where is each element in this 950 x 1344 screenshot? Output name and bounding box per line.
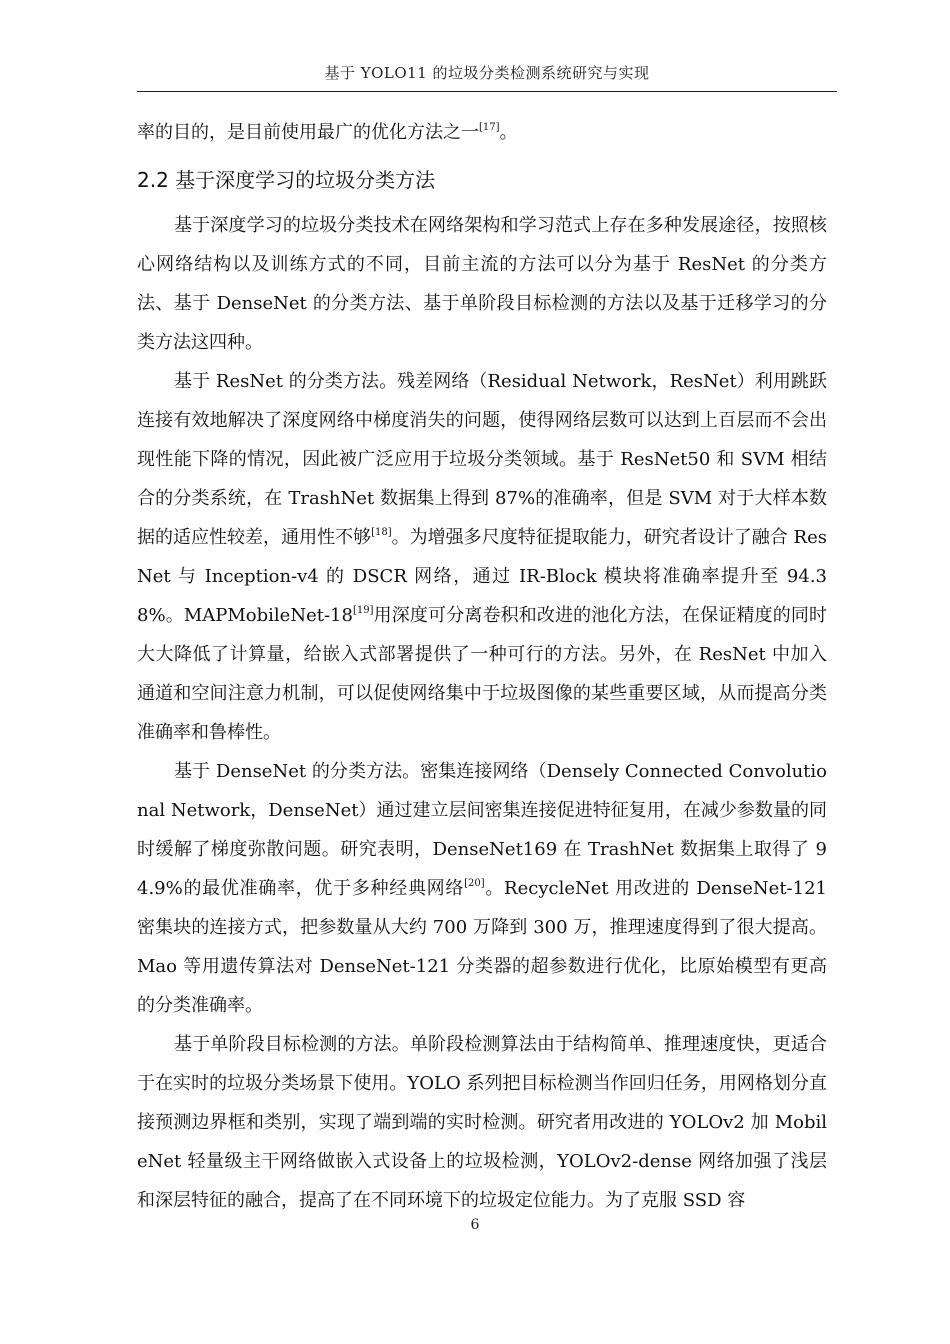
page-number: 6 [470,1217,480,1233]
citation-ref[interactable]: [18] [371,527,392,538]
citation-ref[interactable]: [19] [352,605,374,616]
paragraph-resnet: 基于 ResNet 的分类方法。残差网络（Residual Network，ResNet）利用跳跃连接有效地解决了深度网络中梯度消失的问题，使得网络层数可以达到上百层而不会出现性能下降的情况，因此被广泛应用于垃圾分类领域。基于 ResNet50 和 SVM 相结合的分类系统，在 TrashNet 数据集上得到 87%的准确率，但是 SVM 对于大样本数据的适应性较差，通用性不够[18]。为增强多尺度特征提取能力，研究者设计了融合 ResNet 与 Inception-v4 的 DSCR 网络，通过 IR-Block 模块将准确率提升至 94.38%。MAPMobileNet-18[19]用深度可分离卷积和改进的池化方法，在保证精度的同时大大降低了计算量，给嵌入式部署提供了一种可行的方法。另外，在 ResNet 中加入通道和空间注意力机制，可以促使网络集中于垃圾图像的某些重要区域，从而提高分类准确率和鲁棒性。 [137,371,827,743]
paragraph-continuation: 率的目的，是目前使用最广的优化方法之一[17]。 [137,122,518,143]
paragraph-single-stage: 基于单阶段目标检测的方法。单阶段检测算法由于结构简单、推理速度快，更适合于在实时的垃圾分类场景下使用。YOLO 系列把目标检测当作回归任务，用网格划分直接预测边界框和类别，实现了端到端的实时检测。研究者用改进的 YOLOv2 加 MobileNet 轻量级主干网络做嵌入式设备上的垃圾检测，YOLOv2-dense 网络加强了浅层和深层特征的融合，提高了在不同环境下的垃圾定位能力。为了克服 SSD 容 [137,1034,827,1211]
citation-ref[interactable]: [20] [464,878,485,889]
paragraph-densenet: 基于 DenseNet 的分类方法。密集连接网络（Densely Connected Convolutional Network，DenseNet）通过建立层间密集连接促进特征复用，在减少参数量的同时缓解了梯度弥散问题。研究表明，DenseNet169 在 TrashNet 数据集上取得了 94.9%的最优准确率，优于多种经典网络[20]。RecycleNet 用改进的 DenseNet-121 密集块的连接方式，把参数量从大约 700 万降到 300 万，推理速度得到了很大提高。Mao 等用遗传算法对 DenseNet-121 分类器的超参数进行优化，比原始模型有更高的分类准确率。 [137,761,827,1016]
paragraph-overview: 基于深度学习的垃圾分类技术在网络架构和学习范式上存在多种发展途径，按照核心网络结构以及训练方式的不同，目前主流的方法可以分为基于 ResNet 的分类方法、基于 DenseNet 的分类方法、基于单阶段目标检测的方法以及基于迁移学习的分类方法这四种。 [137,215,827,353]
page-body [137,113,827,1220]
section-heading: 2.2 基于深度学习的垃圾分类方法 [137,168,436,192]
header-rule [137,91,837,92]
running-header: 基于 YOLO11 的垃圾分类检测系统研究与实现 [324,64,650,82]
citation-ref[interactable]: [17] [479,122,500,133]
